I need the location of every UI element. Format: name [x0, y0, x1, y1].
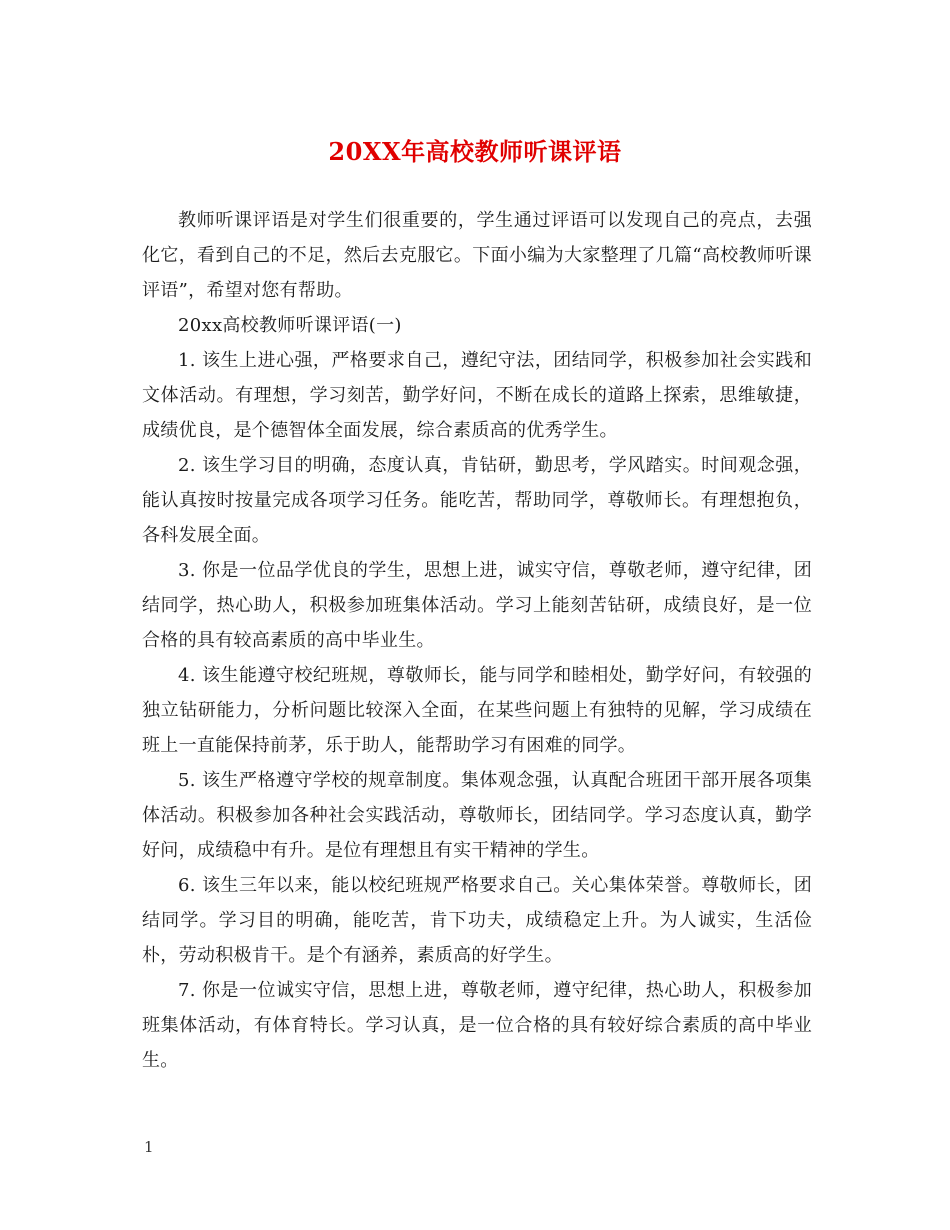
intro-paragraph: 教师听课评语是对学生们很重要的，学生通过评语可以发现自己的亮点，去强化它，看到自己的不足，然后去克服它。下面小编为大家整理了几篇“高校教师听课评语”，希望对您有帮助。 — [142, 210, 812, 301]
document-body — [142, 203, 812, 1078]
comment-paragraph-7: 7. 你是一位诚实守信，思想上进，尊敬老师，遵守纪律，热心助人，积极参加班集体活动，有体育特长。学习认真，是一位合格的具有较好综合素质的高中毕业生。 — [142, 980, 812, 1071]
page-number: 1 — [144, 1138, 154, 1156]
comment-paragraph-4: 4. 该生能遵守校纪班规，尊敬师长，能与同学和睦相处，勤学好问，有较强的独立钻研能力，分析问题比较深入全面，在某些问题上有独特的见解，学习成绩在班上一直能保持前茅，乐于助人，能帮助学习有困难的同学。 — [142, 665, 812, 756]
comment-paragraph-6: 6. 该生三年以来，能以校纪班规严格要求自己。关心集体荣誉。尊敬师长，团结同学。学习目的明确，能吃苦，肯下功夫，成绩稳定上升。为人诚实，生活俭朴，劳动积极肯干。是个有涵养，素质高的好学生。 — [142, 875, 812, 966]
comment-paragraph-3: 3. 你是一位品学优良的学生，思想上进，诚实守信，尊敬老师，遵守纪律，团结同学，热心助人，积极参加班集体活动。学习上能刻苦钻研，成绩良好，是一位合格的具有较高素质的高中毕业生。 — [142, 560, 812, 651]
document-title: 20XX年高校教师听课评语 — [328, 137, 622, 166]
comment-paragraph-1: 1. 该生上进心强，严格要求自己，遵纪守法，团结同学，积极参加社会实践和文体活动。有理想，学习刻苦，勤学好问，不断在成长的道路上探索，思维敏捷，成绩优良，是个德智体全面发展，综合素质高的优秀学生。 — [142, 350, 812, 441]
section-heading: 20xx高校教师听课评语(一) — [178, 315, 402, 336]
comment-paragraph-2: 2. 该生学习目的明确，态度认真，肯钻研，勤思考，学风踏实。时间观念强，能认真按时按量完成各项学习任务。能吃苦，帮助同学，尊敬师长。有理想抱负，各科发展全面。 — [142, 455, 812, 546]
comment-paragraph-5: 5. 该生严格遵守学校的规章制度。集体观念强，认真配合班团干部开展各项集体活动。积极参加各种社会实践活动，尊敬师长，团结同学。学习态度认真，勤学好问，成绩稳中有升。是位有理想且有实干精神的学生。 — [142, 770, 812, 861]
